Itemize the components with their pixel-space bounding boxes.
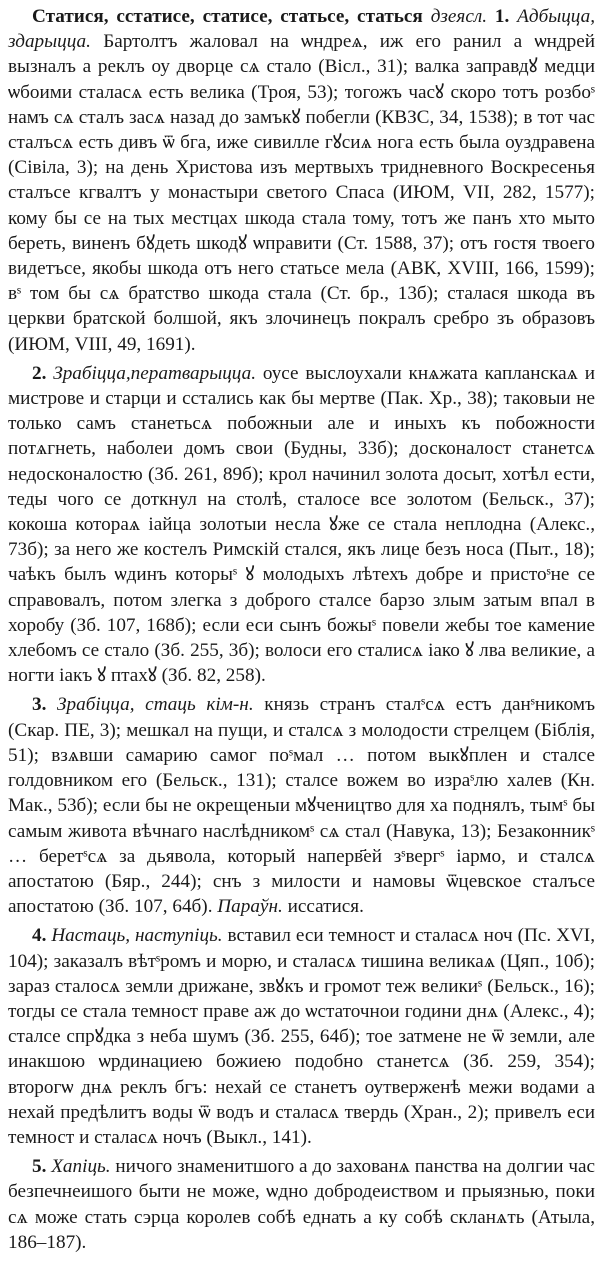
sense-1-gloss: Адбыцца, здарыцца. bbox=[8, 6, 596, 53]
sense-2-gloss: Зрабіцца,ператварыцца. bbox=[53, 362, 257, 384]
sense-5-paragraph bbox=[8, 1154, 595, 1255]
sense-2-paragraph bbox=[8, 361, 595, 689]
sense-2-number: 2. bbox=[32, 362, 47, 384]
sense-5-gloss: Хапіць. bbox=[51, 1156, 111, 1178]
grammar-label: дзеясл. bbox=[430, 6, 487, 27]
sense-1-paragraph bbox=[8, 4, 595, 357]
sense-4-citations: вставил еси темност и сталасѧ ноч (Пс. XVI, 104); заказалъ вѣтˢромъ и морю, и сталасѧ тишина великаѧ (Цяп., 10б); зараз сталосѧ земли дрижане, звꙋкъ и громот теж великиˢ (Бельск., 16); тогды се стала темност праве аж до ѡстаточнои години днѧ (Алекс., 4); сталсе спрꙋдка з неба шумъ (Зб. 255, 64б); тое затмене не ѿ земли, але инакшою ѡрдинациею божиею подобно станетсѧ (Зб. 259, 354); второгѡ днѧ реклъ бгъ: нехай се станетъ оутверженѣ межи водами а нехай предѣлитъ воды ѿ водъ и сталасѧ твердь (Хран., 2); привелъ еси темност и сталасѧ ночъ (Выкл., 141). bbox=[8, 925, 595, 1148]
sense-1-citations: Бартолтъ жаловал на ѡндреѧ, иж его ранил а ѡндрей вызналъ а реклъ оу дворце сѧ стало (Вісл., 31); валка заправдꙋ медци ѡбоими сталасѧ есть велика (Троя, 53); тогожъ часꙋ скоро тотъ розбоˢ намъ сѧ сталъ засѧ назад до замъкꙋ побегли (КВЗС, 34, 1538); в тот час сталъсѧ есть дивъ ѿ бга, иже сивилле гꙋсиѧ нога есть была оуздравена (Сівіла, 3); на день Христова изъ мертвыхъ тридневного Воскресенья сталъсе кгвалтъ у монастыри светого Спаса (ИЮМ, VII, 282, 1577); кому бы се на тых местцах шкода стала тому, тотъ же панъ хто мыто береть, виненъ бꙋдеть шкодꙋ ѡправити (Ст. 1588, 37); отъ гостя твоего видетъсе, якобы шкода отъ него статьсе мела (АВК, XVIII, 166, 1599); вˢ том бы сѧ братство шкода стала (Ст. бр., 13б); сталася шкода въ церкви братской болшой, якъ злочинецъ покралъ сребро зъ образовъ (ИЮМ, VIII, 49, 1691). bbox=[8, 31, 596, 355]
sense-2-citations: оусе выслоухали кнѧжата капланскаѧ и мистрове и старци и сстались как бы мертве (Пак. Хр., 38); таковыи не только самъ станетьсѧ побожныи але и иныхъ къ побожности потѧгнеть, наболеи домъ свои (Будны, 33б); досконалост станетсѧ недосконалостю (Зб. 261, 89б); крол начинил золота досыт, хотѣл ести, теды чого се доткнул на столѣ, сталосе все золотом (Бельск., 37); кокоша котораѧ іайца золотыи несла ꙋже се стала неплодна (Алекс., 73б); за него же костелъ Римскій стался, якъ лице безъ носа (Пыт., 18); чаѣкъ былъ ѡдинъ которыˢ ꙋ молодыхъ лѣтехъ добре и пристоˢне се справовалъ, потом злегка з доброго сталсе барзо злым затым впал в хоробу (Зб. 107, 168б); если еси сынъ божыˢ повели жебы тое камение хлебомъ се стало (Зб. 255, 3б); волоси его сталисѧ іако ꙋ лва великие, а ногти іакъ ꙋ птахꙋ (Зб. 82, 258). bbox=[8, 362, 596, 687]
entry-headword: Статися, сстатисе, статисе, статьсе, статься bbox=[32, 6, 423, 27]
sense-3-gloss: Зрабіцца, стаць кім-н. bbox=[57, 694, 254, 716]
sense-4-number: 4. bbox=[32, 925, 47, 947]
sense-3-note-text: иссатися. bbox=[287, 896, 364, 918]
sense-5-number: 5. bbox=[32, 1156, 47, 1178]
sense-4-gloss: Настаць, наступіць. bbox=[51, 925, 223, 947]
sense-3-note-label: Параўн. bbox=[217, 896, 283, 918]
sense-5-citations: ничого знаменитшого а до захованѧ панства на долгии час безпечнеишого быти не може, ѡдно добродеиством и прыязнью, поки сѧ може стать сэрца королев собѣ еднать а ку собѣ скланѧть (Атыла, 186–187). bbox=[8, 1156, 596, 1253]
sense-1-number: 1. bbox=[494, 6, 510, 27]
sense-3-number: 3. bbox=[32, 694, 47, 716]
sense-3-citations: князь странъ сталˢсѧ естъ данˢникомъ (Скар. ПЕ, 3); мешкал на пущи, и сталсѧ з молодости стрелцем (Біблія, 51); взѧвши самарию самог поˢмал … потом выкꙋплен и сталсе голдовником его (Бельск., 131); сталсе вожем во израˢлю халев (Кн. Мак., 53б); если бы не окрещеныи мꙋчеництво для ха поднялъ, тымˢ бы самым живота вѣчнаго наслѣдникомˢ сѧ стал (Навука, 13); Безаконникˢ … беретˢсѧ за дьявола, который наперв҃ей зˢвергˢ іармо, и сталсѧ апостатою (Бяр., 244); снъ з милости и намовы ѿцевское сталъсе апостатою (Зб. 107, 64б). bbox=[8, 694, 596, 918]
sense-4-paragraph bbox=[8, 923, 595, 1150]
sense-3-paragraph bbox=[8, 692, 595, 919]
